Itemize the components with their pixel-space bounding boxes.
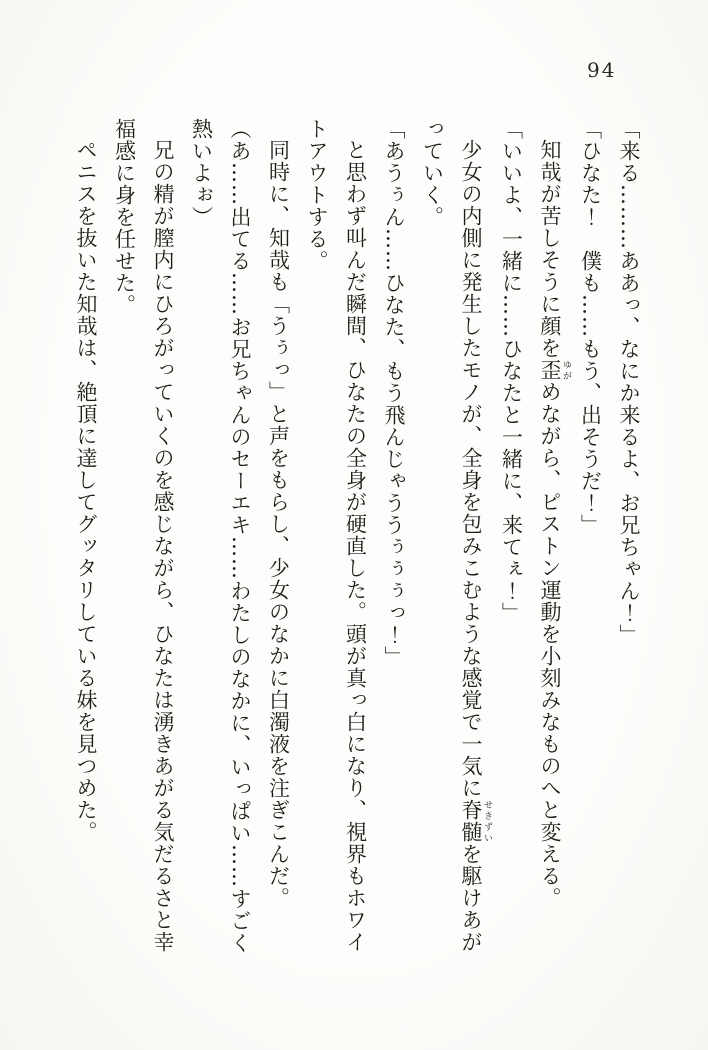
paragraph-dialogue: 「いいよ、一緒に……ひなたと一緒に、来てぇ！」 — [499, 118, 524, 624]
paragraph-narration: 同時に、知哉も「うぅっ」と声をもらし、少女のなかに白濁液を注ぎこんだ。 — [266, 139, 291, 909]
paragraph-dialogue: 「ひなた！ 僕も……もう、出そうだ！」 — [578, 118, 603, 536]
paragraph-narration: と思わず叫んだ瞬間、ひなたの全身が硬直した。頭が真っ白になり、視界もホワイトアウトする。 — [305, 118, 368, 953]
furigana-text: ゆが — [561, 359, 571, 381]
paragraph-narration: ペニスを抜いた知哉は、絶頂に達してグッタリしている妹を見つめた。 — [74, 139, 98, 843]
paragraph-narration: 知哉が苦しそうに顔を歪 ゆがめながら、ピストン運動を小刻みなものへと変える。 — [538, 139, 571, 909]
paragraph-narration: 少女の内側に発生したモノが、全身を包みこむような感覚で一気に脊髄 せきずいを駆けあがっていく。 — [420, 118, 492, 953]
furigana-text: せきずい — [482, 799, 492, 843]
paragraph-dialogue: 「来る………ああっ、なにか来るよ、お兄ちゃん！」 — [617, 118, 641, 646]
paragraph-dialogue: （あ……出てる……お兄ちゃんのセーエキ……わたしのなかに、いっぱい……すごく熱いよぉ） — [189, 118, 252, 954]
novel-text-block — [67, 118, 649, 958]
page-number: 94 — [587, 58, 617, 82]
paragraph-dialogue: 「あうぅん……ひなた、もう飛んじゃううぅぅぅっ！」 — [382, 118, 406, 668]
furigana-ruby: 脊髄 せきずい — [459, 799, 492, 843]
paragraph-narration: 兄の精が膣内にひろがっていくのを感じながら、ひなたは湧きあがる気だるさと幸福感に身を任せた。 — [112, 118, 175, 953]
furigana-ruby: 歪 ゆが — [538, 359, 571, 381]
